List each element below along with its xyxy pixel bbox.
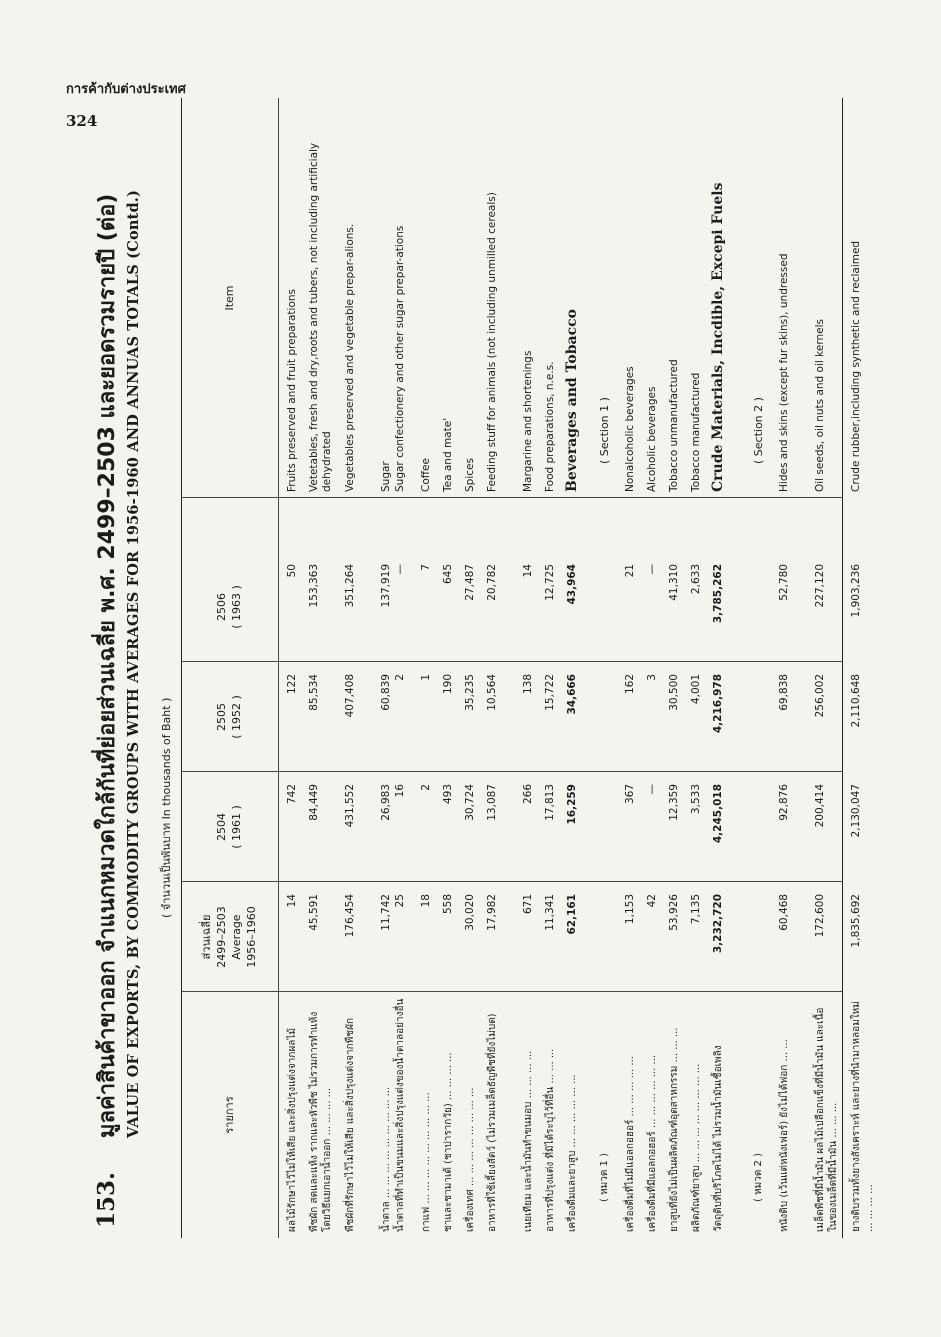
item-english: Vegetables preserved and vegetable prepar-alions. bbox=[344, 223, 356, 492]
value-2506: 153,363 bbox=[308, 564, 320, 608]
item-english: Fruits preserved and fruit preparations bbox=[286, 288, 298, 492]
value-2504: 367 bbox=[624, 784, 636, 805]
value-2505: 35,235 bbox=[464, 674, 476, 711]
value-average: 18 bbox=[420, 894, 432, 908]
table-row bbox=[778, 98, 814, 1238]
value-2505: 4,216,978 bbox=[712, 674, 724, 734]
value-2506: 41,310 bbox=[668, 564, 680, 601]
column-header-average: ส่วนเฉลี่ย 2499–2503 Average 1956–1960 bbox=[200, 906, 258, 968]
table-number: 153. bbox=[93, 1171, 120, 1228]
value-average: 30,020 bbox=[464, 894, 476, 931]
value-2504: 13,087 bbox=[486, 784, 498, 821]
value-average: 7,135 bbox=[690, 894, 702, 925]
value-average: 558 bbox=[442, 894, 454, 915]
table-row bbox=[464, 98, 486, 1238]
value-average: 671 bbox=[522, 894, 534, 915]
item-english: ( Section 2 ) bbox=[752, 397, 765, 464]
item-english: Oil seeds, oil nuts and oil kernels bbox=[814, 319, 826, 492]
value-average: 11,742 bbox=[380, 894, 392, 931]
value-2506: 645 bbox=[442, 564, 454, 585]
table-section-row bbox=[598, 98, 624, 1238]
item-english: Spices bbox=[464, 458, 476, 492]
table-row bbox=[544, 98, 566, 1238]
value-2504: 742 bbox=[286, 784, 298, 805]
value-2504: — bbox=[646, 784, 658, 795]
value-average: 1,153 bbox=[624, 894, 636, 925]
item-thai: พืชผักที่รักษาไว้ไม่ให้เสีย และสิ่งปรุงแต่งจากพืชผัก bbox=[345, 1018, 356, 1232]
value-2506: 351,264 bbox=[344, 564, 356, 608]
value-2505: 407,408 bbox=[344, 674, 356, 718]
table-row bbox=[624, 98, 646, 1238]
value-2505: 34,666 bbox=[566, 674, 578, 715]
value-2505: 3 bbox=[646, 674, 658, 681]
value-2504: 2,130,047 bbox=[850, 784, 862, 838]
column-header-2505: 2505 ( 1952 ) bbox=[215, 695, 243, 739]
value-2504: 266 bbox=[522, 784, 534, 805]
table-row bbox=[646, 98, 668, 1238]
table-row bbox=[850, 98, 890, 1238]
value-2505: 15,722 bbox=[544, 674, 556, 711]
value-2505: 85,534 bbox=[308, 674, 320, 711]
item-english: Crude Materials, Incdible, Excepi Fuels bbox=[710, 182, 726, 492]
table-row bbox=[442, 98, 464, 1238]
item-thai: เครื่องดื่มที่มีแอลกอฮอร์ ... ... ... ... ... ... bbox=[647, 1054, 658, 1232]
value-2506: 50 bbox=[286, 564, 298, 578]
value-2506: 52,780 bbox=[778, 564, 790, 601]
value-2504: 3,533 bbox=[690, 784, 702, 815]
item-thai: เนยเทียม และน้ำมันทำขนมอบ ... ... ... ... bbox=[523, 1050, 534, 1232]
value-average: 45,591 bbox=[308, 894, 320, 931]
item-thai: น้ำตาล ... ... ... ... ... ... ... ... ... bbox=[381, 1086, 392, 1232]
value-average: 17,982 bbox=[486, 894, 498, 931]
value-average: 60,468 bbox=[778, 894, 790, 931]
value-2505: 138 bbox=[522, 674, 534, 695]
table-title-thai: มูลค่าสินค้าขาออก จำแนกหมวดใกล้กันที่ย่อยส่วนเฉลี่ย พ.ศ. 2499–2503 และยอดรวมรายปี (ต่อ) bbox=[95, 193, 120, 1138]
value-2505: 122 bbox=[286, 674, 298, 695]
value-2504: 16 bbox=[394, 784, 406, 798]
value-2504: 17,813 bbox=[544, 784, 556, 821]
value-2506: 43,964 bbox=[566, 564, 578, 605]
table-titles bbox=[85, 98, 185, 1238]
value-2505: 162 bbox=[624, 674, 636, 695]
table-group-row bbox=[566, 98, 598, 1238]
item-thai: อาหารที่ใช้เลี้ยงสัตว์ (ไม่รวมเมล็ดธัญพืชที่ยังไม่บด) bbox=[487, 1013, 498, 1232]
value-2505: 69,838 bbox=[778, 674, 790, 711]
value-2505: 2 bbox=[394, 674, 406, 681]
value-2506: 14 bbox=[522, 564, 534, 578]
value-2505: 60,839 bbox=[380, 674, 392, 711]
item-thai: เครื่องเทศ ... ... ... ... ... ... ... ... bbox=[465, 1087, 476, 1232]
value-average: 11,341 bbox=[544, 894, 556, 931]
item-english: Food preparations, n.e.s. bbox=[544, 361, 556, 492]
value-2504: 4,245,018 bbox=[712, 784, 724, 844]
table-row bbox=[420, 98, 442, 1238]
column-header-item-thai: รายการ bbox=[222, 1096, 236, 1134]
value-2506: 3,785,262 bbox=[712, 564, 724, 624]
item-english: Tobacco manufactured bbox=[690, 372, 702, 492]
value-2504: 30,724 bbox=[464, 784, 476, 821]
item-thai: ชาและชามาเต้ (ชาปารากวัย) ... ... ... ... bbox=[443, 1052, 454, 1232]
value-average: 172,600 bbox=[814, 894, 826, 938]
value-2504: 200,414 bbox=[814, 784, 826, 828]
table-row bbox=[522, 98, 544, 1238]
table-row bbox=[380, 98, 394, 1238]
table-row bbox=[394, 98, 420, 1238]
item-thai: เครื่องดื่มที่ไม่มีแอลกอฮอร์ ... ... ... ... ... bbox=[625, 1056, 636, 1232]
table-row bbox=[344, 98, 380, 1238]
column-header-item-english: Item bbox=[222, 285, 236, 311]
running-head: การค้ากับต่างประเทศ bbox=[66, 82, 186, 97]
column-header-2504: 2504 ( 1961 ) bbox=[215, 805, 243, 849]
value-2506: 1,903,236 bbox=[850, 564, 862, 618]
value-2505: 30,500 bbox=[668, 674, 680, 711]
value-2504: 84,449 bbox=[308, 784, 320, 821]
value-2506: 137,919 bbox=[380, 564, 392, 608]
value-2505: 1 bbox=[420, 674, 432, 681]
page-number: 324 bbox=[66, 112, 98, 130]
value-2504: 431,552 bbox=[344, 784, 356, 828]
item-thai: เครื่องดื่มและยาสูบ ... ... ... ... ... ... bbox=[567, 1074, 578, 1232]
value-average: 3,232,720 bbox=[712, 894, 724, 954]
item-thai: เมล็ดพืชที่มีน้ำมัน ผลไม้เปลือกแข็งที่มีน้ำมัน และเนื้อในของเมล็ดที่มีน้ำมัน ... ... ... bbox=[815, 1007, 839, 1232]
value-average: 25 bbox=[394, 894, 406, 908]
item-thai: หนังดิบ (เว้นแต่หนังเฟอร์) ยังไม่ได้ฟอก ... ... bbox=[779, 1039, 790, 1232]
table-row bbox=[308, 98, 344, 1238]
item-thai: อาหารที่ปรุงแต่ง ที่มิได้ระบุไว้ที่อื่น ... ... ... bbox=[545, 1048, 556, 1232]
item-english: Margarine and shortenings bbox=[522, 350, 534, 492]
item-thai: ยางดิบรวมทั้งยางสังเคราะห์ และยางที่นำมาหลอมใหม่ ... ... ... ... bbox=[851, 1001, 875, 1232]
table-row bbox=[486, 98, 522, 1238]
item-thai: น้ำตาลที่ทำเป็นขนมและสิ่งปรุงแต่งของน้ำตาลอย่างอื่น bbox=[395, 998, 406, 1232]
table-row bbox=[286, 98, 308, 1238]
item-thai: วัตถุดิบที่บริโภคไม่ได้ ไม่รวมน้ำมันเชื้อเพลิง bbox=[713, 1045, 724, 1232]
column-header-2506: 2506 ( 1963 ) bbox=[215, 585, 243, 629]
value-2504: 16,259 bbox=[566, 784, 578, 825]
data-table bbox=[181, 98, 875, 1238]
value-2505: 190 bbox=[442, 674, 454, 695]
value-2506: 27,487 bbox=[464, 564, 476, 601]
item-english: Beverages and Tobacco bbox=[564, 309, 580, 492]
value-average: 53,926 bbox=[668, 894, 680, 931]
value-2506: 20,782 bbox=[486, 564, 498, 601]
item-english: Tea and mate' bbox=[442, 417, 454, 492]
value-average: 1,835,692 bbox=[850, 894, 862, 948]
item-english: Coffee bbox=[420, 458, 432, 492]
item-thai: ( หมวด 1 ) bbox=[599, 1153, 610, 1202]
value-average: 14 bbox=[286, 894, 298, 908]
value-average: 42 bbox=[646, 894, 658, 908]
value-2506: 12,725 bbox=[544, 564, 556, 601]
item-english: Sugar confectionery and other sugar prepar-ations bbox=[394, 225, 406, 492]
table-section-row bbox=[752, 98, 778, 1238]
table-row bbox=[668, 98, 690, 1238]
item-english: Hides and skins (except fur skins), undressed bbox=[778, 253, 790, 492]
value-2506: — bbox=[394, 564, 406, 575]
value-2506: 2,633 bbox=[690, 564, 702, 595]
table-row bbox=[814, 98, 850, 1238]
table-unit-note: ( จำนวนเป็นพันบาท In thousands of Baht ) bbox=[160, 697, 173, 918]
value-2505: 2,110,648 bbox=[850, 674, 862, 728]
value-2506: 21 bbox=[624, 564, 636, 578]
header-rule bbox=[278, 98, 279, 1238]
item-english: Crude rubber,including synthetic and reclaimed bbox=[850, 240, 862, 492]
item-thai: ( หมวด 2 ) bbox=[753, 1153, 764, 1202]
value-2504: 92,876 bbox=[778, 784, 790, 821]
item-english: Vetetables, fresh and dry,roots and tubers, not including artificialy dehydrated bbox=[308, 142, 333, 492]
value-2504: 26,983 bbox=[380, 784, 392, 821]
item-thai: กาแฟ ... ... ... ... ... ... ... ... ... bbox=[421, 1092, 432, 1232]
table-group-row bbox=[712, 98, 752, 1238]
item-english: Tobacco unmanufactured bbox=[668, 359, 680, 492]
value-2504: 2 bbox=[420, 784, 432, 791]
value-2506: — bbox=[646, 564, 658, 575]
value-2505: 256,002 bbox=[814, 674, 826, 718]
item-thai: ยาสูบที่ยังไม่เป็นผลิตภัณฑ์อุตสาหกรรม ... ... ... bbox=[669, 1027, 680, 1232]
item-english: Feeding stuff for animals (not including unmilled cereals) bbox=[486, 192, 498, 492]
value-average: 176,454 bbox=[344, 894, 356, 938]
table-row bbox=[690, 98, 712, 1238]
item-english: ( Section 1 ) bbox=[598, 397, 611, 464]
value-2505: 4,001 bbox=[690, 674, 702, 705]
value-2506: 227,120 bbox=[814, 564, 826, 608]
item-thai: พืชผัก สดและแห้ง รากและหัวพืช ไม่รวมการทำแห้งโดยวิธีแยกเอาน้ำออก ... ... ... ... bbox=[309, 1011, 333, 1232]
item-thai: ผลไม้รักษาไว้ไม่ให้เสีย และสิ่งปรุงแต่งจากผลไม้ bbox=[287, 1027, 298, 1232]
value-2505: 10,564 bbox=[486, 674, 498, 711]
value-2504: 493 bbox=[442, 784, 454, 805]
item-english: Sugar bbox=[380, 461, 392, 492]
item-english: Alcoholic beverages bbox=[646, 386, 658, 492]
table-title-english: VALUE OF EXPORTS, BY COMMODITY GROUPS WITH AVERAGES FOR 1956-1960 AND ANNUAS TOTALS (Contd.) bbox=[125, 189, 142, 1138]
item-english: Nonalcoholic beverages bbox=[624, 366, 636, 492]
value-2504: 12,359 bbox=[668, 784, 680, 821]
item-thai: ผลิตภัณฑ์ยาสูบ ... ... ... ... ... ... ... ... bbox=[691, 1063, 702, 1232]
rotated-table-page bbox=[85, 98, 875, 1238]
value-average: 62,161 bbox=[566, 894, 578, 935]
value-2506: 7 bbox=[420, 564, 432, 571]
